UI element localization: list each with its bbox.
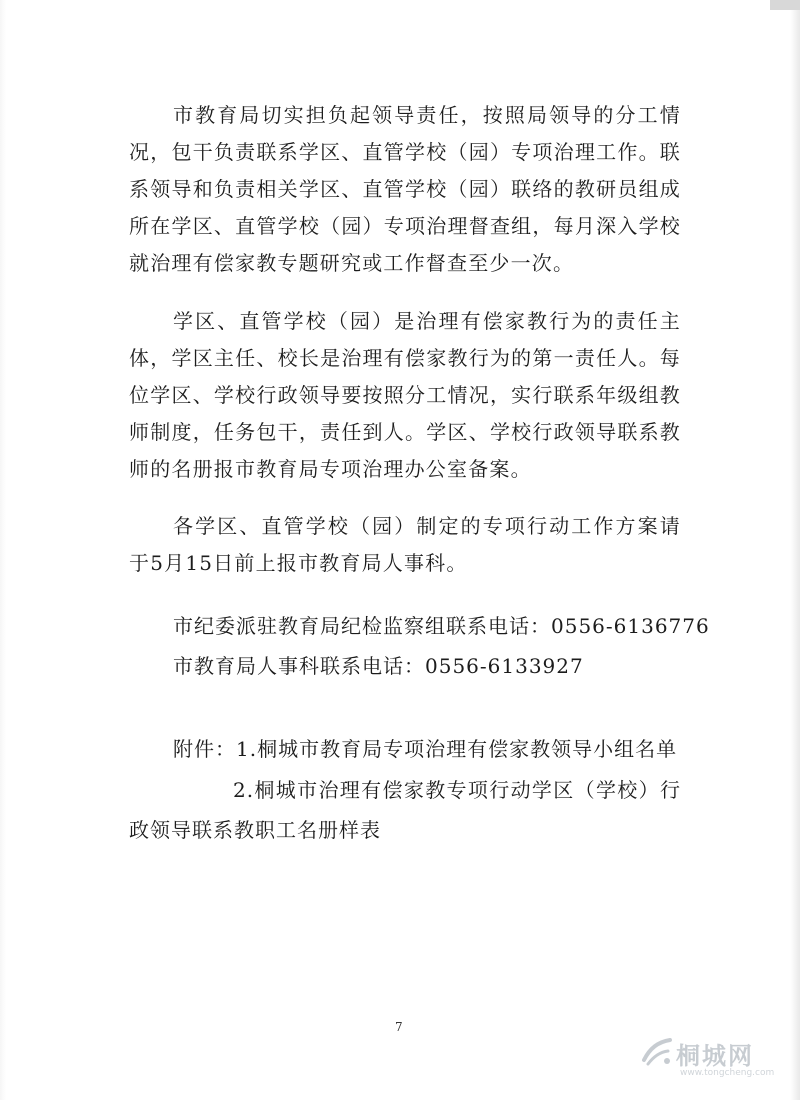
paragraph-responsible-subject: 学区、直管学校（园）是治理有偿家教行为的责任主体，学区主任、校长是治理有偿家教行为的第一责任人。每位学区、学校行政领导要按照分工情况，实行联系年级组教师制度，任务包干，责任到人。学区、学校行政领导联系教师的名册报市教育局专项治理办公室备案。 bbox=[129, 309, 681, 481]
site-watermark bbox=[640, 1030, 780, 1086]
watermark-site-url: www.tongcheng.com bbox=[680, 1068, 775, 1078]
attachment-item-1: 附件：1.桐城市教育局专项治理有偿家教领导小组名单 bbox=[173, 737, 678, 761]
tongcheng-logo-icon bbox=[640, 1034, 674, 1072]
watermark-site-name: 桐城网 bbox=[676, 1042, 754, 1070]
paragraph-submission-deadline: 各学区、直管学校（园）制定的专项行动工作方案请于5月15日前上报市教育局人事科。 bbox=[129, 514, 681, 575]
contact-discipline-inspection: 市纪委派驻教育局纪检监察组联系电话：0556-6136776 bbox=[173, 614, 710, 638]
contact-personnel-section: 市教育局人事科联系电话：0556-6133927 bbox=[173, 654, 584, 678]
attachment-item-2: 2.桐城市治理有偿家教专项行动学区（学校）行政领导联系教职工名册样表 bbox=[129, 778, 681, 842]
scan-edge bbox=[770, 0, 800, 10]
paragraph-leadership-responsibility: 市教育局切实担负起领导责任，按照局领导的分工情况，包干负责联系学区、直管学校（园）专项治理工作。联系领导和负责相关学区、直管学校（园）联络的教研员组成所在学区、直管学校（园）专项治理督查组，每月深入学校就治理有偿家教专题研究或工作督查至少一次。 bbox=[129, 103, 681, 275]
page-number: 7 bbox=[395, 1020, 403, 1034]
